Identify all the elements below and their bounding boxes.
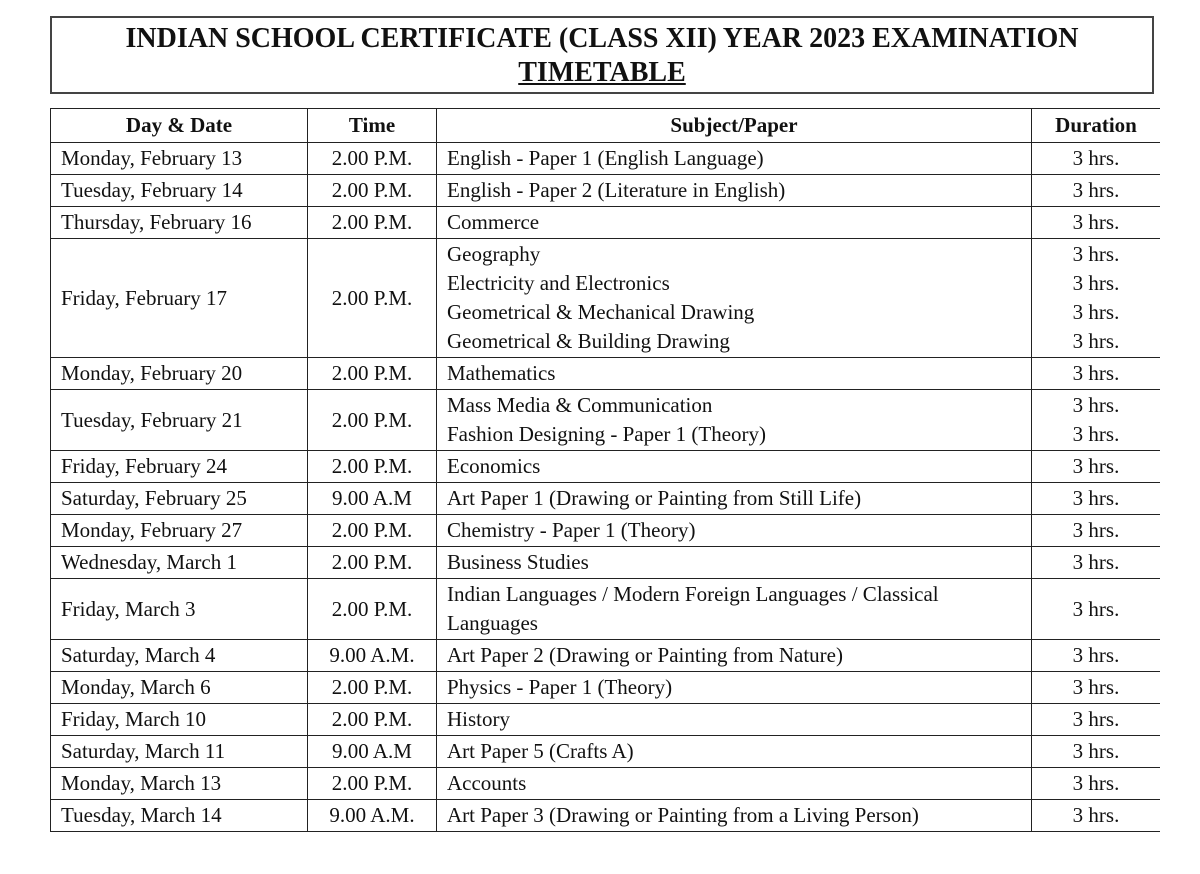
duration-text: 3 hrs. [1072,242,1120,266]
table-row [51,207,1161,239]
cell-duration [1032,451,1161,483]
cell-time: 2.00 P.M. [308,390,437,451]
cell-subject [437,547,1032,579]
cell-date: Monday, March 6 [51,672,308,704]
cell-date: Saturday, February 25 [51,483,308,515]
cell-duration [1032,672,1161,704]
cell-date: Saturday, March 11 [51,736,308,768]
duration-text: 3 hrs. [1072,803,1120,827]
timetable-container [50,108,1160,866]
subject-text: English - Paper 1 (English Language) [447,146,764,170]
subject-text: Art Paper 5 (Crafts A) [447,739,634,763]
duration-text: 3 hrs. [1072,361,1120,385]
subject-text: Commerce [447,210,540,234]
cell-date: Monday, March 13 [51,768,308,800]
table-row [51,736,1161,768]
header-subject: Subject/Paper [437,109,1032,143]
cell-subject [437,672,1032,704]
cell-time: 9.00 A.M. [308,640,437,672]
cell-time: 2.00 P.M. [308,207,437,239]
table-row [51,451,1161,483]
cell-duration [1032,736,1161,768]
subject-text: Geometrical & Building Drawing [447,329,730,353]
cell-time: 9.00 A.M [308,736,437,768]
cell-time: 2.00 P.M. [308,515,437,547]
cell-date: Saturday, March 4 [51,640,308,672]
cell-duration [1032,358,1161,390]
cell-subject [437,207,1032,239]
cell-time: 2.00 P.M. [308,579,437,640]
cell-duration [1032,143,1161,175]
subject-text: Electricity and Electronics [447,271,670,295]
duration-text: 3 hrs. [1072,454,1120,478]
table-row [51,175,1161,207]
cell-date: Thursday, February 16 [51,207,308,239]
subject-text: English - Paper 2 (Literature in English) [447,178,786,202]
table-row [51,672,1161,704]
subject-text: Art Paper 1 (Drawing or Painting from Still Life) [447,486,862,510]
table-row [51,704,1161,736]
cell-duration [1032,579,1161,640]
cell-subject [437,579,1032,640]
cell-date: Friday, February 17 [51,239,308,358]
subject-text: History [447,707,510,731]
duration-text: 3 hrs. [1072,771,1120,795]
duration-text: 3 hrs. [1072,271,1120,295]
subject-text: Geometrical & Mechanical Drawing [447,300,755,324]
cell-time: 2.00 P.M. [308,672,437,704]
cell-subject [437,800,1032,832]
cell-duration [1032,704,1161,736]
cell-date: Friday, March 3 [51,579,308,640]
cell-date: Tuesday, February 14 [51,175,308,207]
duration-text: 3 hrs. [1072,146,1120,170]
table-row [51,483,1161,515]
cell-duration [1032,768,1161,800]
cell-subject [437,390,1032,451]
duration-text: 3 hrs. [1072,643,1120,667]
subject-text: Mass Media & Communication [447,393,713,417]
duration-text: 3 hrs. [1072,675,1120,699]
cell-subject [437,143,1032,175]
table-row [51,143,1161,175]
cell-duration [1032,640,1161,672]
table-row [51,579,1161,640]
cell-time: 2.00 P.M. [308,358,437,390]
header-date: Day & Date [51,109,308,143]
cell-subject [437,768,1032,800]
duration-text: 3 hrs. [1072,518,1120,542]
cell-time: 2.00 P.M. [308,768,437,800]
duration-text: 3 hrs. [1072,550,1120,574]
cell-date: Tuesday, February 21 [51,390,308,451]
subject-text: Accounts [447,771,527,795]
duration-text: 3 hrs. [1072,393,1120,417]
table-row [51,547,1161,579]
cell-time: 9.00 A.M. [308,800,437,832]
table-row [51,358,1161,390]
duration-text: 3 hrs. [1072,707,1120,731]
subject-text: Physics - Paper 1 (Theory) [447,675,673,699]
cell-subject [437,515,1032,547]
cell-duration [1032,515,1161,547]
duration-text: 3 hrs. [1072,178,1120,202]
cell-subject [437,239,1032,358]
subject-text: Economics [447,454,541,478]
cell-subject [437,483,1032,515]
subject-text: Chemistry - Paper 1 (Theory) [447,518,696,542]
subject-text: Indian Languages / Modern Foreign Languages / Classical Languages [447,582,939,635]
cell-subject [437,358,1032,390]
document-subtitle: TIMETABLE [518,57,686,88]
cell-duration [1032,547,1161,579]
duration-text: 3 hrs. [1072,486,1120,510]
cell-subject [437,451,1032,483]
duration-text: 3 hrs. [1072,422,1120,446]
cell-duration [1032,175,1161,207]
header-row [51,109,1161,143]
timetable [50,108,1160,832]
subject-text: Business Studies [447,550,589,574]
duration-text: 3 hrs. [1072,210,1120,234]
cell-duration [1032,390,1161,451]
cell-date: Monday, February 13 [51,143,308,175]
cell-duration [1032,239,1161,358]
cell-subject [437,704,1032,736]
subject-text: Fashion Designing - Paper 1 (Theory) [447,422,767,446]
cell-time: 2.00 P.M. [308,143,437,175]
header-time: Time [308,109,437,143]
header-duration: Duration [1032,109,1161,143]
cell-subject [437,175,1032,207]
timetable-body [51,143,1161,832]
cell-time: 2.00 P.M. [308,175,437,207]
subject-text: Geography [447,242,541,266]
duration-text: 3 hrs. [1072,739,1120,763]
cell-time: 2.00 P.M. [308,547,437,579]
title-box [50,16,1154,94]
duration-text: 3 hrs. [1072,596,1120,621]
table-row [51,640,1161,672]
table-row [51,390,1161,451]
table-row [51,515,1161,547]
document-title: INDIAN SCHOOL CERTIFICATE (CLASS XII) YEAR 2023 EXAMINATION [125,23,1079,54]
cell-date: Friday, February 24 [51,451,308,483]
cell-subject [437,736,1032,768]
cell-date: Tuesday, March 14 [51,800,308,832]
cell-time: 2.00 P.M. [308,704,437,736]
cell-date: Monday, February 20 [51,358,308,390]
cell-date: Friday, March 10 [51,704,308,736]
cell-date: Monday, February 27 [51,515,308,547]
table-row [51,800,1161,832]
subject-text: Mathematics [447,361,556,385]
cell-subject [437,640,1032,672]
duration-text: 3 hrs. [1072,300,1120,324]
cell-date: Wednesday, March 1 [51,547,308,579]
subject-text: Art Paper 2 (Drawing or Painting from Nature) [447,643,843,667]
subject-text: Art Paper 3 (Drawing or Painting from a Living Person) [447,803,919,827]
cell-duration [1032,207,1161,239]
table-row [51,239,1161,358]
cell-time: 2.00 P.M. [308,239,437,358]
cell-duration [1032,800,1161,832]
cell-time: 2.00 P.M. [308,451,437,483]
duration-text: 3 hrs. [1072,329,1120,353]
cell-duration [1032,483,1161,515]
cell-time: 9.00 A.M [308,483,437,515]
table-row [51,768,1161,800]
